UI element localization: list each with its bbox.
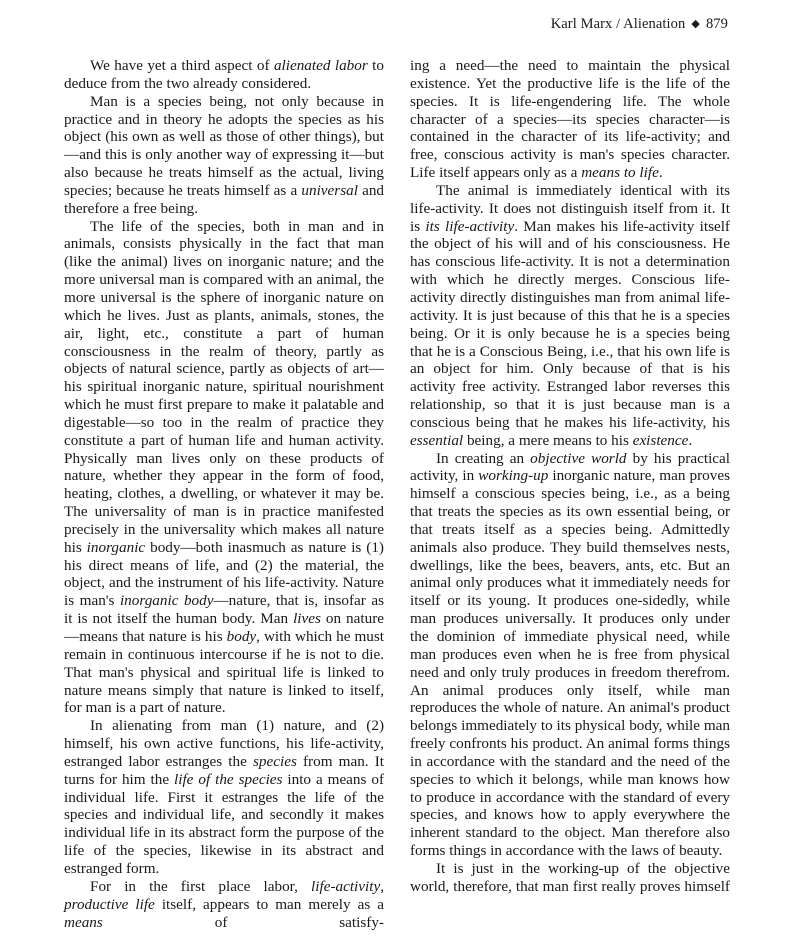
body-paragraph	[64, 717, 384, 878]
diamond-separator-icon: ◆	[691, 18, 700, 30]
italic-text: means	[64, 913, 103, 931]
italic-text: means to life	[581, 164, 659, 182]
paragraph-text: .	[688, 431, 693, 449]
page-number: 879	[705, 16, 728, 32]
paragraph-text: —nature, that is, insofar as it is not itself the human body. Man	[64, 592, 384, 628]
italic-text: universal	[301, 181, 358, 199]
paragraph-text: In creating an	[436, 449, 531, 467]
body-paragraph	[64, 218, 384, 718]
body-paragraph	[64, 878, 384, 932]
paragraph-text: and therefore a free being.	[64, 181, 385, 217]
italic-text: essential	[410, 431, 464, 449]
paragraph-text: from man. It turns for him the	[64, 752, 384, 788]
italic-text: inorganic body	[119, 592, 214, 610]
running-title: Karl Marx / Alienation	[550, 16, 686, 32]
paragraph-text: The life of the species, both in man and in animals, consists physically in the fact that man (like the animal) lives on inorganic nature; and the more universal man is compared with an animal, the more universal is the sphere of inorganic nature on which he lives. Just as plants, animals, stones, the air, light, etc., constitute a part of human consciousness in the realm of theory, partly as objects of natural science, partly as objects of art—his spiritual inorganic nature, spiritual nourishment which he must first prepare to make it palatable and digestable—so too in the realm of practice they constitute a part of human life and human activity. Physically man lives only on these products of nature, whether they appear in the form of food, heating, clothes, a dwelling, or whatever it may be. The universality of man is in practice manifested precisely in the universality which makes all nature his	[64, 217, 384, 556]
paragraph-text: . Man makes his life-activity itself the object of his will and of his consciousness. He has conscious life-activity. It is not a determination with which he directly merges. Conscious life-activity directly distinguishes man from animal life-activity. It is just because of this that he is a species being. Or it is only because he is a species being that he is a Conscious Being, i.e., that his own life is an object for him. Only because of that is his activity free activity. Estranged labor reverses this relationship, so that it is just because man is a conscious being that he makes his life-activity, his	[410, 217, 730, 431]
right-text-column	[410, 57, 730, 896]
paragraph-text: by his practical activity, in	[410, 449, 730, 485]
italic-text: its life-activity	[425, 217, 515, 235]
italic-text: working-up	[478, 467, 549, 485]
paragraph-text: Man is a species being, not only because in practice and in theory he adopts the species as his object (his own as well as those of other things), but—and this is only another way of expressing it—but also because he treats himself as the actual, living species; because he treats himself as a	[64, 92, 384, 199]
left-text-column	[64, 57, 384, 931]
paragraph-text: ing a need—the need to maintain the physical existence. Yet the productive life is the life of the species. It is life-engendering life. The whole character of a species—its species character—is contained in the character of its life-activity; and free, conscious activity is man's species character. Life itself appears only as a	[410, 57, 730, 182]
paragraph-text: For in the first place labor,	[90, 877, 312, 895]
italic-text: lives	[293, 610, 321, 628]
body-paragraph	[410, 860, 730, 896]
italic-text: productive life	[64, 895, 155, 913]
italic-text: body	[226, 628, 257, 645]
body-paragraph	[64, 57, 384, 93]
paragraph-text: .	[658, 164, 663, 182]
paragraph-text: being, a mere means to his	[463, 431, 633, 449]
paragraph-text: to deduce from the two already considered.	[64, 57, 384, 92]
body-paragraph	[64, 93, 384, 218]
paragraph-text: itself, appears to man merely as a	[154, 895, 384, 913]
paragraph-text: The animal is immediately identical with its life-activity. It does not distinguish itself from it. It is	[410, 181, 730, 235]
italic-text: inorganic	[86, 538, 146, 556]
paragraph-text: We have yet a third aspect of	[90, 57, 274, 74]
italic-text: species	[253, 752, 297, 770]
italic-text: life-activity	[311, 877, 381, 895]
body-paragraph	[410, 450, 730, 860]
running-header	[551, 16, 728, 33]
paragraph-text: In alienating from man (1) nature, and (2) himself, his own active functions, his life-activity, estranged labor estranges the	[64, 717, 384, 770]
italic-text: life of the species	[174, 770, 283, 788]
paragraph-text: body—both inasmuch as nature is (1) his direct means of life, and (2) the material, the object, and the instrument of his life-activity. Nature is man's	[64, 538, 384, 610]
paragraph-text: , with which he must remain in continuous intercourse if he is not to die. That man's physical and spiritual life is linked to nature means simply that nature is linked to itself, for man is a part of nature.	[64, 628, 384, 717]
paragraph-text: on nature—means that nature is his	[64, 610, 384, 645]
body-paragraph	[410, 57, 730, 182]
italic-text: alienated labor	[273, 57, 368, 74]
paragraph-text: It is just in the working-up of the objective world, therefore, that man first really proves himself	[410, 859, 730, 895]
italic-text: objective world	[530, 449, 627, 467]
paragraph-text: into a means of individual life. First it estranges the life of the species and individual life, and secondly it makes individual life in its abstract form the purpose of the life of the species, likewise in its abstract and estranged form.	[64, 770, 385, 877]
body-paragraph	[410, 182, 730, 450]
paragraph-text: of satisfy-	[102, 913, 384, 931]
paragraph-text: ,	[380, 877, 384, 895]
italic-text: existence	[632, 431, 689, 449]
paragraph-text: inorganic nature, man proves himself a conscious species being, i.e., as a being that treats the species as its own essential being, or that treats itself as a species being. Admittedly animals also produce. They build themselves nests, dwellings, like the bees, beavers, ants, etc. But an animal only produces what it immediately needs for itself or its young. It produces one-sidedly, while man produces universally. It produces only under the dominion of immediate physical need, while man produces even when he is free from physical need and only truly produces in freedom therefrom. An animal produces only itself, while man reproduces the whole of nature. An animal's product belongs immediately to its physical body, while man freely confronts his product. An animal forms things in accordance with the standard and the need of the species to which it belongs, while man knows how to produce in accordance with the standard of every species, and knows how to apply everywhere the inherent standard to the object. Man therefore also forms things in accordance with the laws of beauty.	[410, 467, 730, 860]
